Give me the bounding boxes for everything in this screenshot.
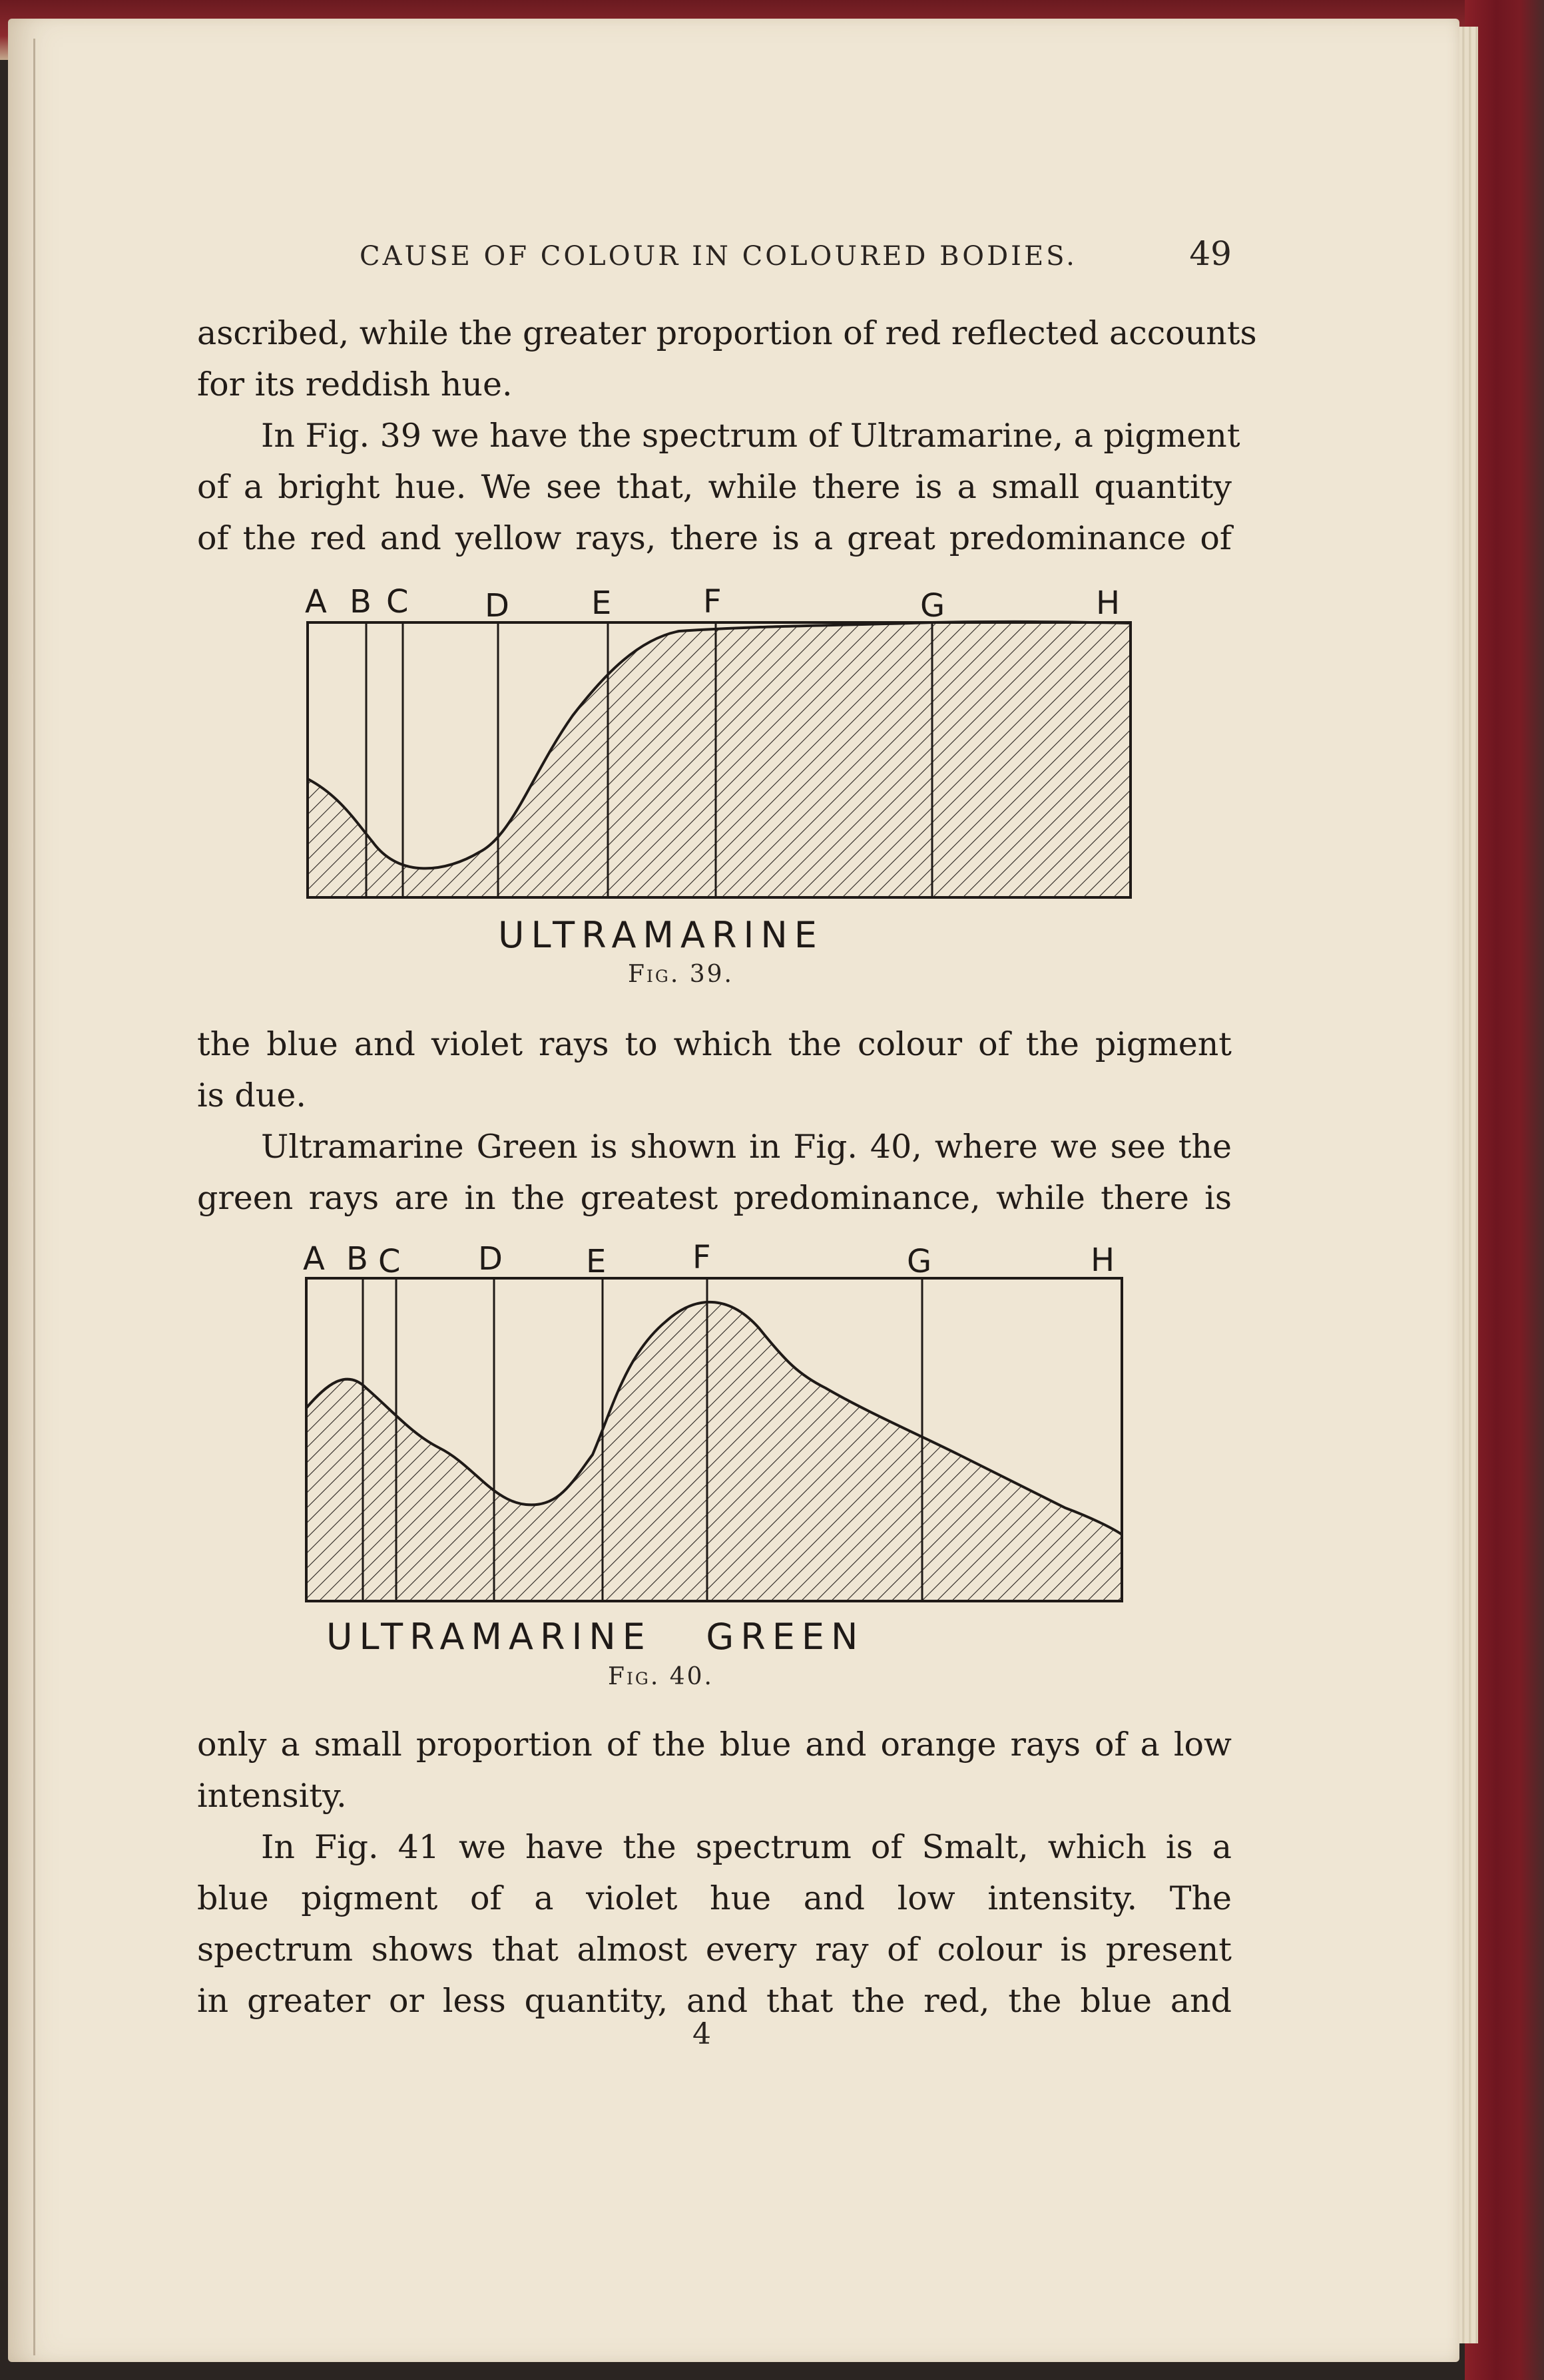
paragraph-5 [197,1719,1232,1821]
figure-39-caption: Fig. 39. [628,961,734,988]
paragraph-1 [197,308,1257,410]
line-labels-40 [303,1239,1115,1280]
absorption-curve-40 [306,1302,1122,1601]
label-f: F [692,1239,711,1276]
text-line: in greater or less quantity, and that the red, the blue and [197,1982,1232,2020]
label-d: D [478,1240,503,1278]
page-gutter [33,39,35,2355]
figure-39 [293,573,1158,999]
text-line: is due. [197,1076,306,1114]
label-b: B [346,1240,368,1278]
text-line: In Fig. 41 we have the spectrum of Smalt, which is a [261,1828,1232,1866]
figure-40-name: ULTRAMARINE GREEN [326,1616,865,1658]
text-line: for its reddish hue. [197,365,513,403]
label-a: A [305,583,327,620]
text-line: only a small proportion of the blue and orange rays of a low [197,1726,1232,1764]
text-line: the blue and violet rays to which the colour of the pigment [197,1025,1232,1063]
label-h: H [1096,585,1121,622]
label-g: G [907,1243,932,1280]
figure-39-name: ULTRAMARINE [498,914,824,956]
absorption-curve-39 [308,622,1131,897]
page-number: 49 [1189,234,1232,273]
text-line: In Fig. 39 we have the spectrum of Ultramarine, a pigment [261,417,1240,455]
figure-40 [293,1235,1158,1701]
running-title: CAUSE OF COLOUR IN COLOURED BODIES. [360,241,1077,272]
text-line: intensity. [197,1777,347,1815]
figure-39-diagram [293,573,1158,919]
text-line: of the red and yellow rays, there is a great predominance of [197,519,1232,557]
text-line: Ultramarine Green is shown in Fig. 40, where we see the [261,1128,1232,1166]
label-c: C [386,583,409,620]
label-d: D [485,587,509,624]
label-h: H [1091,1242,1115,1279]
text-line: green rays are in the greatest predominance, while there is [197,1179,1232,1217]
text-line: blue pigment of a violet hue and low intensity. The [197,1879,1232,1917]
running-head [200,234,1238,281]
label-f: F [703,583,722,620]
figure-40-caption: Fig. 40. [608,1663,714,1690]
line-labels-39 [305,583,1120,624]
figure-40-diagram [293,1235,1158,1608]
text-line: spectrum shows that almost every ray of colour is present [197,1931,1232,1969]
text-line: of a bright hue. We see that, while there is a small quantity [197,468,1232,506]
label-e: E [591,585,612,622]
label-b: B [350,583,372,620]
label-g: G [920,587,945,624]
paragraph-4 [197,1121,1232,1224]
paragraph-6 [197,1821,1232,2026]
label-e: E [586,1243,607,1280]
paragraph-3 [197,1019,1232,1121]
label-a: A [303,1240,325,1278]
text-line: ascribed, while the greater proportion of red reflected accounts [197,314,1257,352]
signature-mark: 4 [692,2017,711,2051]
label-c: C [378,1243,401,1280]
paragraph-2 [197,410,1240,564]
